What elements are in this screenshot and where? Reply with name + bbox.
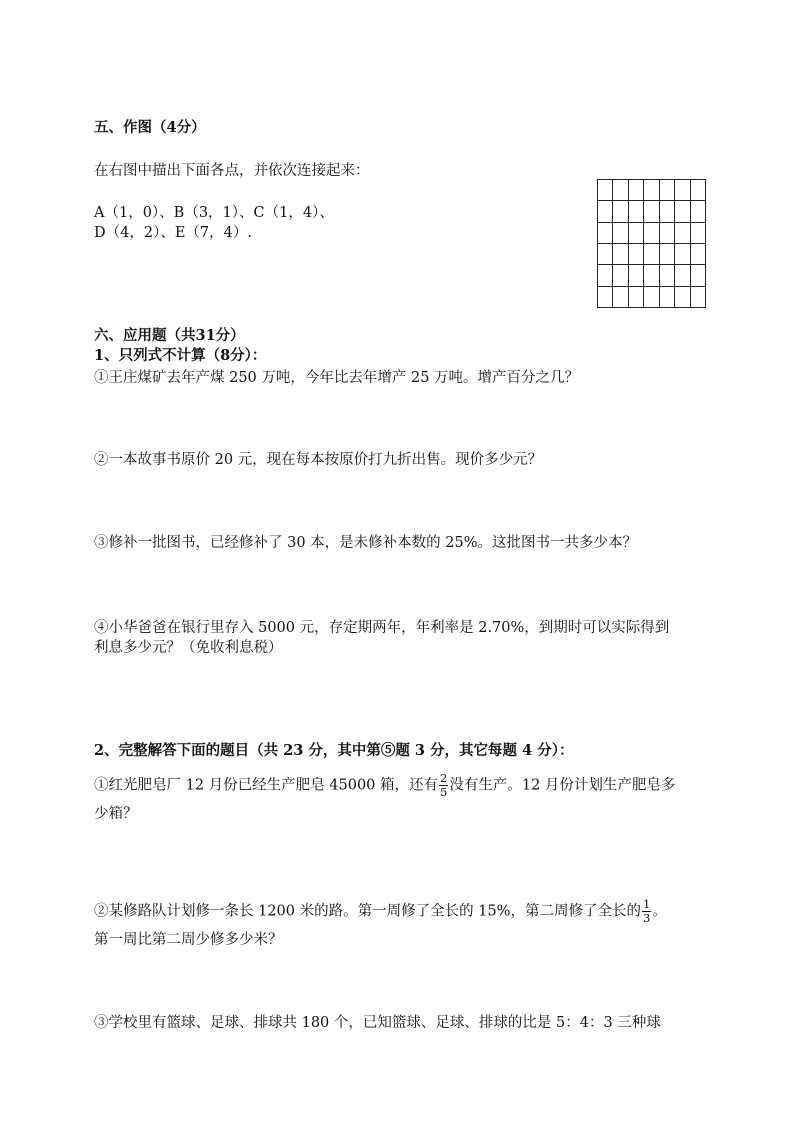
fraction-two-fifths bbox=[439, 772, 448, 799]
part2-title: 2、完整解答下面的题目（共 23 分，其中第⑤题 3 分，其它每题 4 分）： bbox=[94, 742, 574, 759]
fraction-denominator: 3 bbox=[642, 911, 651, 925]
part2-q2-text-before: ②某修路队计划修一条长 1200 米的路。第一周修了全长的 15%，第二周修了全长的 bbox=[94, 903, 641, 920]
part2-q2-text-after: 。 bbox=[652, 903, 667, 920]
part1-question-4-line2: 利息多少元？（免收利息税） bbox=[94, 640, 283, 656]
fraction-numerator: 2 bbox=[440, 771, 448, 785]
part2-question-1-line1 bbox=[94, 772, 675, 799]
section6-title: 六、应用题（共31分） bbox=[94, 327, 245, 344]
part2-question-1-line2: 少箱？ bbox=[94, 806, 138, 822]
section5-points-line1: A（1，0）、B（3，1）、C（1，4）、 bbox=[94, 205, 334, 221]
section5-points-line2: D（4，2）、E（7，4）. bbox=[94, 225, 252, 241]
fraction-numerator: 1 bbox=[642, 897, 651, 911]
fraction-one-third bbox=[642, 898, 651, 925]
part1-question-2: ②一本故事书原价 20 元，现在每本按原价打九折出售。现价多少元？ bbox=[94, 452, 543, 468]
fraction-denominator: 5 bbox=[440, 785, 448, 799]
section5-instruction: 在右图中描出下面各点，并依次连接起来： bbox=[94, 163, 370, 179]
part1-title: 1、只列式不计算（8分）： bbox=[94, 347, 267, 364]
coordinate-grid bbox=[597, 179, 706, 308]
part2-question-2-line2: 第一周比第二周少修多少米？ bbox=[94, 932, 283, 948]
part1-question-1: ①王庄煤矿去年产煤 250 万吨，今年比去年增产 25 万吨。增产百分之几？ bbox=[94, 370, 580, 386]
part2-question-2-line1 bbox=[94, 898, 667, 925]
part2-q1-text-before: ①红光肥皂厂 12 月份已经生产肥皂 45000 箱，还有 bbox=[94, 777, 439, 794]
part1-question-3: ③修补一批图书，已经修补了 30 本，是未修补本数的 25%。这批图书一共多少本？ bbox=[94, 535, 638, 551]
part2-q1-text-after: 没有生产。12 月份计划生产肥皂多 bbox=[449, 777, 676, 794]
part2-question-3: ③学校里有篮球、足球、排球共 180 个，已知篮球、足球、排球的比是 5：4：3 三种球 bbox=[94, 1015, 661, 1031]
part1-question-4-line1: ④小华爸爸在银行里存入 5000 元，存定期两年，年利率是 2.70%，到期时可以实际得到 bbox=[94, 620, 670, 636]
section5-title: 五、作图（4分） bbox=[94, 119, 206, 136]
